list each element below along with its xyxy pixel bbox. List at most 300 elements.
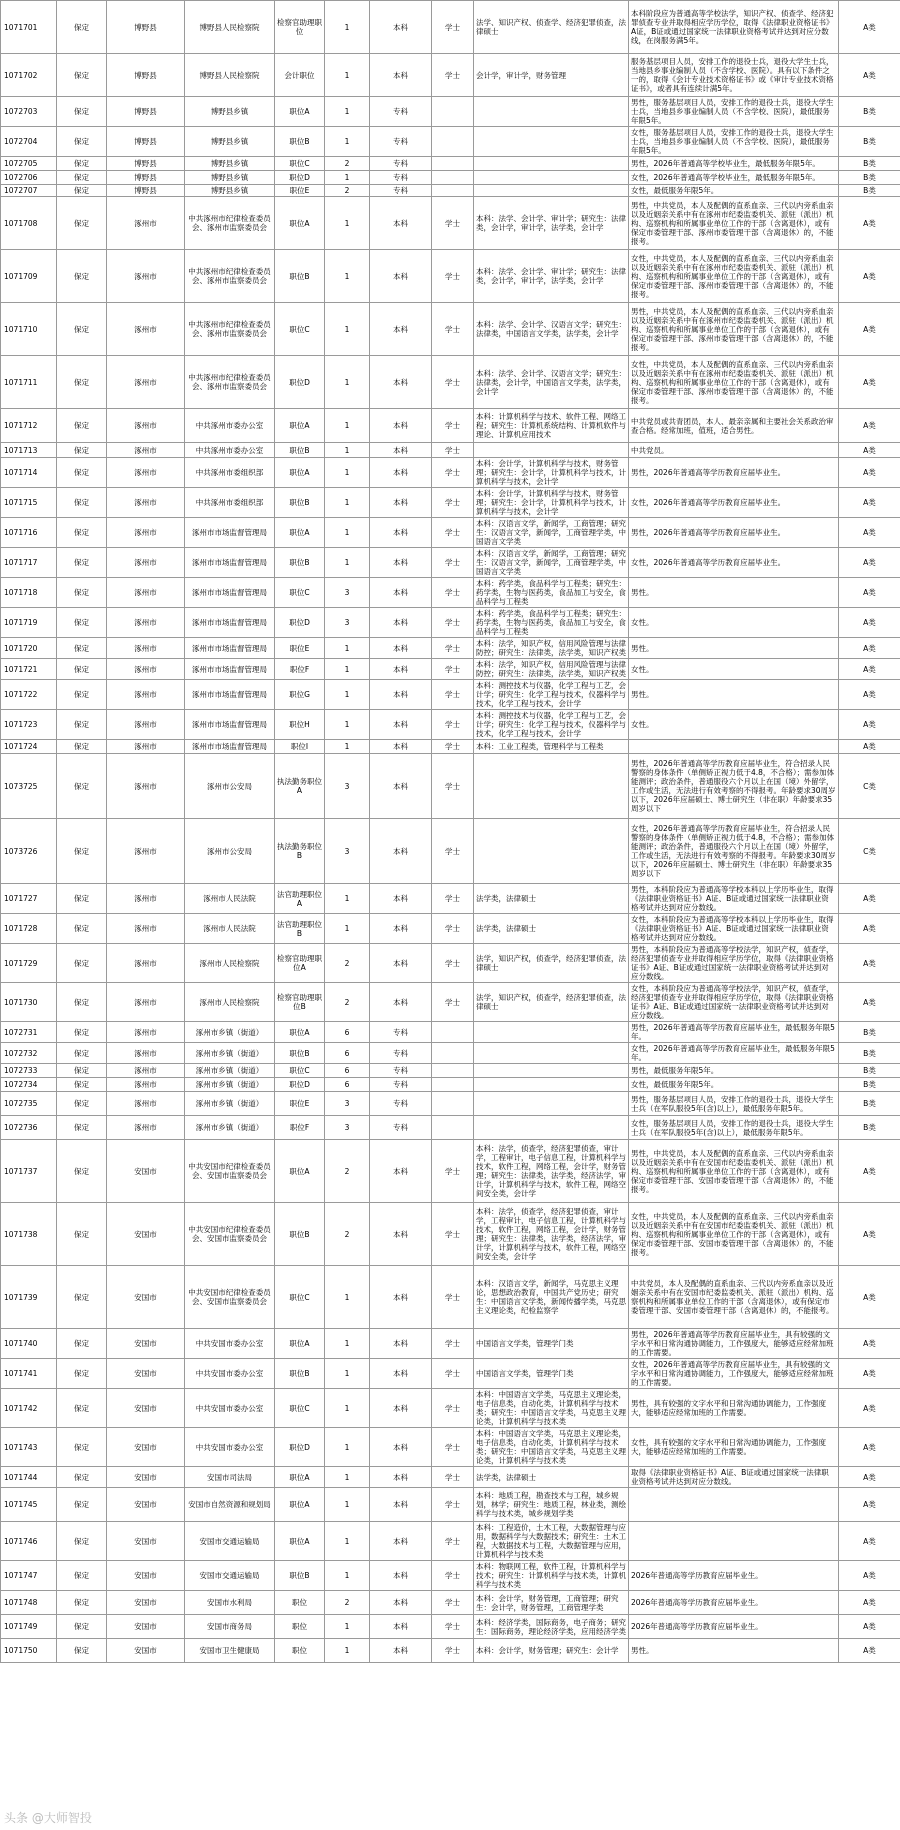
education: 本科 [370,1522,432,1561]
degree: 学士 [432,1,474,54]
category: B类 [839,1078,900,1092]
department: 涿州市市场监督管理局 [185,518,275,548]
county: 安国市 [107,1389,185,1428]
county: 涿州市 [107,740,185,754]
requirements: 男性。 [629,1639,839,1663]
headcount: 1 [325,1428,370,1467]
position-name: 职位A [275,1522,325,1561]
position-code: 1071747 [1,1561,57,1591]
position-code: 1072734 [1,1078,57,1092]
degree: 学士 [432,250,474,303]
county: 涿州市 [107,819,185,884]
department: 中共安国市委办公室 [185,1329,275,1359]
department: 中共安国市纪律检查委员会、安国市监察委员会 [185,1266,275,1329]
category: B类 [839,1092,900,1116]
degree: 学士 [432,914,474,944]
degree: 学士 [432,548,474,578]
table-row [1,659,900,680]
degree: 学士 [432,680,474,710]
region: 保定 [57,1022,107,1043]
position-name: 职位F [275,659,325,680]
headcount: 2 [325,983,370,1022]
county: 博野县 [107,54,185,97]
headcount: 1 [325,638,370,659]
major [474,1043,629,1064]
major: 本科：药学类，食品科学与工程类；研究生：药学类，生物与医药类，食品加工与安全，食品科学与工程类 [474,608,629,638]
category: A类 [839,54,900,97]
degree: 学士 [432,488,474,518]
degree: 学士 [432,1203,474,1266]
region: 保定 [57,1428,107,1467]
position-code: 1072704 [1,127,57,157]
category: A类 [839,710,900,740]
region: 保定 [57,914,107,944]
headcount: 1 [325,914,370,944]
position-code: 1072705 [1,157,57,171]
department: 中共安国市纪律检查委员会、安国市监察委员会 [185,1203,275,1266]
table-row [1,740,900,754]
department: 涿州市市场监督管理局 [185,578,275,608]
position-name: 职位D [275,608,325,638]
table-row [1,1488,900,1522]
education: 本科 [370,488,432,518]
position-code: 1071749 [1,1615,57,1639]
position-name: 会计职位 [275,54,325,97]
degree: 学士 [432,1615,474,1639]
headcount: 2 [325,157,370,171]
position-name: 职位I [275,740,325,754]
region: 保定 [57,250,107,303]
category: B类 [839,1064,900,1078]
major: 本科：法学，知识产权，信用风险管理与法律防控；研究生：法律类，法学类，知识产权类 [474,638,629,659]
position-code: 1071720 [1,638,57,659]
degree: 学士 [432,458,474,488]
category: B类 [839,1043,900,1064]
headcount: 3 [325,1116,370,1140]
major: 本科：计算机科学与技术、软件工程、网络工程；研究生：计算机系统结构、计算机软件与理论、计算机应用技术 [474,409,629,443]
watermark: 头条 @大师智投 [4,1811,92,1825]
degree: 学士 [432,1522,474,1561]
region: 保定 [57,710,107,740]
education: 本科 [370,1488,432,1522]
position-code: 1071715 [1,488,57,518]
category: A类 [839,983,900,1022]
region: 保定 [57,1615,107,1639]
table-row [1,578,900,608]
headcount: 1 [325,356,370,409]
major [474,171,629,185]
major: 本科：会计学，计算机科学与技术，财务管理；研究生：会计学，计算机科学与技术，计算机科学与技术，会计学 [474,488,629,518]
county: 安国市 [107,1488,185,1522]
position-name: 检察官助理职位B [275,983,325,1022]
region: 保定 [57,1064,107,1078]
headcount: 1 [325,488,370,518]
headcount: 1 [325,1615,370,1639]
county: 涿州市 [107,250,185,303]
position-code: 1071709 [1,250,57,303]
degree [432,1064,474,1078]
headcount: 2 [325,1140,370,1203]
position-code: 1071743 [1,1428,57,1467]
department: 安国市商务局 [185,1615,275,1639]
education: 本科 [370,1389,432,1428]
degree: 学士 [432,1467,474,1488]
position-name: 检察官助理职位 [275,1,325,54]
region: 保定 [57,1561,107,1591]
position-name: 职位E [275,638,325,659]
table-row [1,488,900,518]
department: 涿州市公安局 [185,754,275,819]
requirements: 女性。 [629,608,839,638]
major: 法学类，法律硕士 [474,1467,629,1488]
position-code: 1071719 [1,608,57,638]
requirements: 男性，本科阶段应为普通高等学校法学，知识产权，侦查学，经济犯罪侦查专业并取得相应学历学位，取得《法律职业资格证书》A证、B证或通过国家统一法律职业资格考试并达到对应分数线。 [629,944,839,983]
category: A类 [839,443,900,458]
county: 安国市 [107,1329,185,1359]
requirements: 女性，中共党员，本人及配偶的直系血亲、三代以内旁系血亲以及近姻亲关系中有在安国市纪委监委机关、派驻（派出）机构、巡察机构和所属事业单位工作的干部（含离退休），或有保定市委管理干部、安国市委管理干部（含离退休）的，不能报考。 [629,1203,839,1266]
county: 涿州市 [107,303,185,356]
requirements: 2026年普通高等学历教育应届毕业生。 [629,1591,839,1615]
category: A类 [839,458,900,488]
position-code: 1071718 [1,578,57,608]
table-row [1,638,900,659]
position-name: 职位D [275,356,325,409]
department: 中共涿州市纪律检查委员会、涿州市监察委员会 [185,250,275,303]
department: 涿州市市场监督管理局 [185,608,275,638]
education: 本科 [370,578,432,608]
position-code: 1073725 [1,754,57,819]
education: 本科 [370,1591,432,1615]
county: 涿州市 [107,914,185,944]
requirements: 女性，本科阶段应为普通高等学校法学，知识产权，侦查学，经济犯罪侦查专业并取得相应学历学位，取得《法律职业资格证书》A证、B证或通过国家统一法律职业资格考试并达到对应分数线。 [629,983,839,1022]
requirements: 女性，中共党员，本人及配偶的直系血亲、三代以内旁系血亲以及近姻亲关系中有在涿州市纪委监委机关、派驻（派出）机构、巡察机构和所属事业单位工作的干部（含离退休），或有保定市委管理干部、涿州市委管理干部（含离退休）的，不能报考。 [629,356,839,409]
major: 中国语言文学类，管理学门类 [474,1329,629,1359]
major [474,1064,629,1078]
position-code: 1071717 [1,548,57,578]
table-row [1,1022,900,1043]
requirements: 女性，2026年普通高等学校毕业生，最低服务年限5年。 [629,171,839,185]
region: 保定 [57,1078,107,1092]
position-code: 1071714 [1,458,57,488]
county: 涿州市 [107,1043,185,1064]
position-name: 职位B [275,1203,325,1266]
position-code: 1071740 [1,1329,57,1359]
department: 博野县乡镇 [185,127,275,157]
county: 安国市 [107,1140,185,1203]
degree: 学士 [432,659,474,680]
major: 法学，知识产权，侦查学，经济犯罪侦查，法律硕士 [474,944,629,983]
education: 本科 [370,1266,432,1329]
position-name: 职位E [275,1092,325,1116]
county: 安国市 [107,1522,185,1561]
category: C类 [839,754,900,819]
department: 涿州市市场监督管理局 [185,680,275,710]
county: 涿州市 [107,659,185,680]
degree: 学士 [432,754,474,819]
table-row [1,1389,900,1428]
major [474,443,629,458]
major: 本科：经济学类，国际商务，电子商务；研究生：国际商务，理论经济学类，应用经济学类 [474,1615,629,1639]
major: 法学类，法律硕士 [474,914,629,944]
requirements: 男性，中共党员，本人及配偶的直系血亲、三代以内旁系血亲以及近姻亲关系中有在涿州市纪委监委机关、派驻（派出）机构、巡察机构和所属事业单位工作的干部（含离退休），或有保定市委管理干部、涿州市委管理干部（含离退休）的，不能报考。 [629,303,839,356]
degree: 学士 [432,1639,474,1663]
category: A类 [839,740,900,754]
headcount: 3 [325,819,370,884]
headcount: 6 [325,1022,370,1043]
degree: 学士 [432,303,474,356]
department: 中共涿州市委办公室 [185,443,275,458]
degree [432,1043,474,1064]
position-name: 法官助理职位B [275,914,325,944]
region: 保定 [57,127,107,157]
headcount: 2 [325,1203,370,1266]
table-row [1,710,900,740]
major: 会计学，审计学，财务管理 [474,54,629,97]
region: 保定 [57,1140,107,1203]
major [474,819,629,884]
degree [432,1078,474,1092]
position-name: 职位A [275,197,325,250]
region: 保定 [57,443,107,458]
category: A类 [839,1140,900,1203]
category: A类 [839,1,900,54]
headcount: 2 [325,944,370,983]
requirements: 男性，中共党员，本人及配偶的直系血亲、三代以内旁系血亲以及近姻亲关系中有在涿州市纪委监委机关、派驻（派出）机构、巡察机构和所属事业单位工作的干部（含离退休），或有保定市委管理干部、涿州市委管理干部（含离退休）的，不能报考。 [629,197,839,250]
major: 本科：汉语言文学，新闻学，工商管理；研究生：汉语言文学，新闻学，工商管理学类，中国语言文学类 [474,518,629,548]
category: B类 [839,1116,900,1140]
headcount: 1 [325,1561,370,1591]
requirements: 男性，2026年普通高等学历教育应届毕业生，符合招录人民警察的身体条件（单侧矫正视力低于4.8，不合格）；需参加体能测评；政治条件，普通服役六个月以上在国（境）外留学，工作或生活，无法进行有效考察的不得报考。年龄要求30周岁以下，2026年应届硕士、博士研究生（非在职）年龄要求35周岁以下 [629,754,839,819]
department: 涿州市乡镇（街道） [185,1116,275,1140]
county: 安国市 [107,1428,185,1467]
region: 保定 [57,754,107,819]
department: 安国市水利局 [185,1591,275,1615]
degree: 学士 [432,819,474,884]
department: 中共涿州市纪律检查委员会、涿州市监察委员会 [185,356,275,409]
degree: 学士 [432,409,474,443]
position-code: 1071702 [1,54,57,97]
major: 本科：中国语言文学类，马克思主义理论类，电子信息类，自动化类，计算机科学与技术类；研究生：中国语言文学类，马克思主义理论类，计算机科学与技术类 [474,1389,629,1428]
major: 法学、知识产权、侦查学、经济犯罪侦查，法律硕士 [474,1,629,54]
table-row [1,185,900,197]
department: 博野县乡镇 [185,97,275,127]
requirements: 女性。 [629,710,839,740]
education: 本科 [370,608,432,638]
position-name: 法官助理职位A [275,884,325,914]
position-code: 1071710 [1,303,57,356]
category: B类 [839,1022,900,1043]
headcount: 1 [325,443,370,458]
category: A类 [839,518,900,548]
headcount: 1 [325,303,370,356]
education: 专科 [370,1022,432,1043]
education: 本科 [370,983,432,1022]
major: 本科：地质工程，勘查技术与工程，城乡规划，林学；研究生：地质工程，林业类，测绘科学与技术类，城乡规划学类 [474,1488,629,1522]
table-row [1,1203,900,1266]
education: 本科 [370,197,432,250]
region: 保定 [57,1329,107,1359]
position-code: 1071723 [1,710,57,740]
department: 博野县乡镇 [185,185,275,197]
category: A类 [839,1329,900,1359]
position-name: 职位 [275,1615,325,1639]
requirements: 2026年普通高等学历教育应届毕业生。 [629,1615,839,1639]
major: 本科：汉语言文学，新闻学，工商管理；研究生：汉语言文学，新闻学，工商管理学类，中国语言文学类 [474,548,629,578]
department: 涿州市乡镇（街道） [185,1043,275,1064]
requirements: 服务基层项目人员，安排工作的退役士兵，退役大学生士兵，当地县乡事业编制人员（不含学校、医院）。具有以下条件之一的，取得《会计专业技术资格证书》或《审计专业技术资格证书》，或者具有连续计满5年。 [629,54,839,97]
region: 保定 [57,1266,107,1329]
category: A类 [839,1203,900,1266]
education: 专科 [370,1043,432,1064]
table-row [1,754,900,819]
table-row [1,1092,900,1116]
headcount: 1 [325,710,370,740]
headcount: 1 [325,458,370,488]
headcount: 6 [325,1064,370,1078]
position-code: 1071744 [1,1467,57,1488]
education: 本科 [370,914,432,944]
requirements: 女性，最低服务年限5年。 [629,1078,839,1092]
headcount: 1 [325,97,370,127]
region: 保定 [57,638,107,659]
education: 本科 [370,1203,432,1266]
headcount: 1 [325,1522,370,1561]
education: 专科 [370,1116,432,1140]
position-name: 职位A [275,518,325,548]
major: 本科：法学、会计学、审计学；研究生：法律类，会计学，审计学，法学类，会计学 [474,250,629,303]
department: 涿州市市场监督管理局 [185,548,275,578]
degree: 学士 [432,1329,474,1359]
headcount: 1 [325,740,370,754]
headcount: 1 [325,1,370,54]
position-name: 职位D [275,1078,325,1092]
requirements: 女性，最低服务年限5年。 [629,185,839,197]
department: 中共涿州市委组织部 [185,488,275,518]
education: 本科 [370,1428,432,1467]
table-row [1,1266,900,1329]
region: 保定 [57,884,107,914]
county: 博野县 [107,127,185,157]
degree: 学士 [432,944,474,983]
major [474,1078,629,1092]
position-code: 1071729 [1,944,57,983]
degree: 学士 [432,1591,474,1615]
headcount: 2 [325,185,370,197]
major: 法学，知识产权，侦查学，经济犯罪侦查，法律硕士 [474,983,629,1022]
table-row [1,1064,900,1078]
category: C类 [839,819,900,884]
major: 本科：测控技术与仪器，化学工程与工艺，会计学；研究生：化学工程与技术，仪器科学与技术，化学工程与技术，会计学 [474,680,629,710]
table-row [1,1428,900,1467]
position-name: 职位B [275,548,325,578]
position-name: 职位B [275,488,325,518]
department: 博野县人民检察院 [185,54,275,97]
education: 本科 [370,680,432,710]
region: 保定 [57,1467,107,1488]
headcount: 1 [325,54,370,97]
education: 专科 [370,157,432,171]
degree [432,157,474,171]
education: 本科 [370,1561,432,1591]
requirements: 女性，2026年普通高等学历教育应届毕业生，符合招录人民警察的身体条件（单侧矫正视力低于4.8，不合格）；需参加体能测评；政治条件，普通服役六个月以上在国（境）外留学，工作或生活，无法进行有效考察的不得报考。年龄要求30周岁以下，2026年应届硕士、博士研究生（非在职）年龄要求35周岁以下 [629,819,839,884]
department: 涿州市市场监督管理局 [185,638,275,659]
headcount: 6 [325,1078,370,1092]
table-row [1,157,900,171]
headcount: 3 [325,578,370,608]
position-name: 职位D [275,171,325,185]
county: 安国市 [107,1266,185,1329]
education: 专科 [370,171,432,185]
position-name: 职位A [275,409,325,443]
major: 本科：工程造价，土木工程，大数据管理与应用，数据科学与大数据技术；研究生：土木工程，大数据技术与工程，大数据管理与应用，计算机科学与技术类 [474,1522,629,1561]
major: 本科：法学，侦查学，经济犯罪侦查，审计学，工程审计，电子信息工程，计算机科学与技术，软件工程，网络工程，会计学，财务管理；研究生：法律类，法学类，经济法学，审计学，计算机科学与技术，软件工程，网络空间安全类，会计学 [474,1203,629,1266]
table-row [1,548,900,578]
education: 本科 [370,1639,432,1663]
major [474,97,629,127]
category: A类 [839,1522,900,1561]
category: A类 [839,250,900,303]
position-name: 职位A [275,1467,325,1488]
headcount: 1 [325,884,370,914]
degree: 学士 [432,1428,474,1467]
requirements: 女性，2026年普通高等学历教育应届毕业生。 [629,548,839,578]
requirements: 女性，2026年普通高等学历教育应届毕业生，具有较强的文字水平和日常沟通协调能力，工作强度大，能够适应经常加班的工作需要。 [629,1359,839,1389]
degree [432,127,474,157]
education: 本科 [370,1329,432,1359]
region: 保定 [57,356,107,409]
degree [432,185,474,197]
degree: 学士 [432,54,474,97]
region: 保定 [57,54,107,97]
table-row [1,443,900,458]
department: 安国市司法局 [185,1467,275,1488]
position-name: 职位B [275,1561,325,1591]
position-code: 1071742 [1,1389,57,1428]
requirements: 女性，2026年普通高等学历教育应届毕业生。 [629,488,839,518]
category: B类 [839,185,900,197]
headcount: 1 [325,548,370,578]
major [474,754,629,819]
county: 涿州市 [107,518,185,548]
degree: 学士 [432,1266,474,1329]
department: 涿州市乡镇（街道） [185,1078,275,1092]
department: 涿州市人民法院 [185,914,275,944]
education: 本科 [370,884,432,914]
county: 涿州市 [107,458,185,488]
department: 博野县乡镇 [185,157,275,171]
degree: 学士 [432,1140,474,1203]
region: 保定 [57,1639,107,1663]
department: 涿州市乡镇（街道） [185,1092,275,1116]
region: 保定 [57,409,107,443]
region: 保定 [57,983,107,1022]
county: 涿州市 [107,710,185,740]
category: A类 [839,548,900,578]
major: 本科：工业工程类，管理科学与工程类 [474,740,629,754]
region: 保定 [57,518,107,548]
requirements: 男性，2026年普通高等学历教育应届毕业生，最低服务年限5年。 [629,1022,839,1043]
requirements [629,1488,839,1522]
position-code: 1071724 [1,740,57,754]
requirements: 女性。 [629,659,839,680]
county: 安国市 [107,1203,185,1266]
requirements: 本科阶段应为普通高等学校法学，知识产权、侦查学、经济犯罪侦查专业并取得相应学历学位，取得《法律职业资格证书》A证，B证或通过国家统一法律职业资格考试并达到对应分数线，在岗服务满5年。 [629,1,839,54]
education: 本科 [370,1615,432,1639]
region: 保定 [57,1203,107,1266]
major: 本科：汉语言文学，新闻学，马克思主义理论，思想政治教育，中国共产党历史；研究生：中国语言文学类，新闻传播学类，马克思主义理论类，纪检监察学 [474,1266,629,1329]
position-code: 1071722 [1,680,57,710]
county: 安国市 [107,1591,185,1615]
